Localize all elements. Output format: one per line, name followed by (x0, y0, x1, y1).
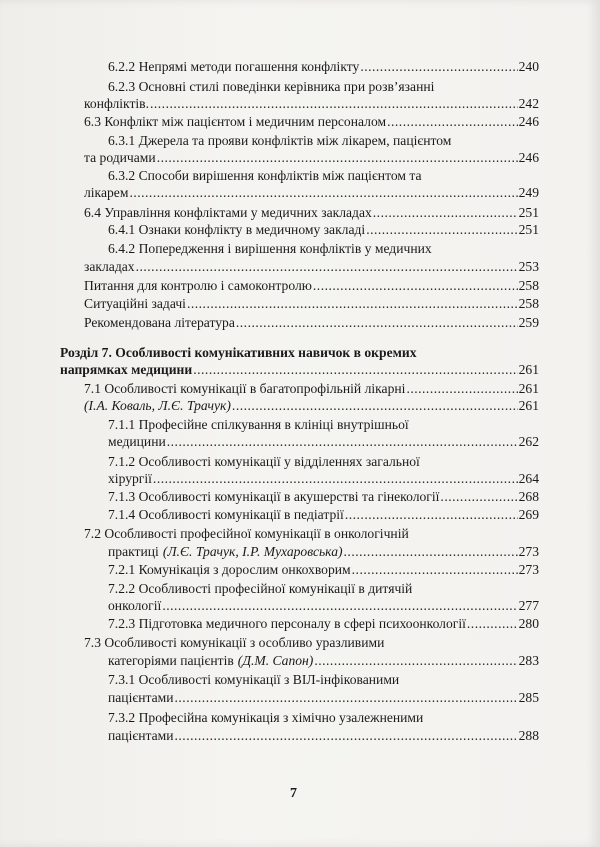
toc-entry-6-3-2[interactable] (84, 185, 539, 201)
toc-entry-title: 7.1.4 Особливості комунікації в педіатрії (108, 507, 344, 522)
toc-entry-7-1[interactable] (84, 381, 539, 397)
toc-entry-6-4-1[interactable] (108, 222, 539, 238)
toc-entry-title: 7.2.1 Комунікація з дорослим онкохворим (108, 562, 351, 577)
toc-entry-6-2-3-line1[interactable]: 6.2.3 Основні стилі поведінки керівника при розв’язанні (108, 79, 435, 94)
toc-entry-title: Рекомендована література (84, 315, 235, 330)
toc-chapter-7[interactable] (60, 362, 539, 378)
toc-entry-title: пацієнтами (108, 690, 174, 705)
toc-entry-page: 251 (518, 222, 539, 237)
dot-leader (167, 434, 518, 450)
toc-entry-title: 7.1.3 Особливості комунікації в акушерстві та гінекології (108, 489, 440, 504)
page-number: 7 (290, 786, 297, 801)
toc-entry-7-1-3[interactable] (108, 489, 539, 505)
toc-entry-7-2[interactable] (108, 544, 539, 560)
toc-entry-7-3[interactable] (108, 653, 539, 669)
toc-entry-page: 240 (518, 59, 539, 74)
toc-entry-recommended-literature[interactable] (84, 315, 539, 331)
dot-leader (236, 315, 518, 331)
toc-entry-page: 258 (518, 296, 539, 311)
dot-leader (314, 653, 517, 669)
toc-entry-page: 283 (518, 653, 539, 668)
toc-entry-page: 242 (518, 96, 539, 111)
toc-entry-authors: (І.А. Коваль, Л.Є. Трачук) (84, 398, 231, 413)
toc-entry-6-3[interactable] (84, 114, 539, 130)
dot-leader (175, 690, 518, 706)
toc-entry-7-3-1-line1[interactable]: 7.3.1 Особливості комунікації з ВІЛ-інфікованими (108, 672, 400, 687)
toc-entry-authors: (Л.Є. Трачук, І.Р. Мухаровська) (162, 544, 343, 559)
dot-leader (387, 114, 518, 130)
toc-entry-7-1-2-line1[interactable]: 7.1.2 Особливості комунікації у відділеннях загальної (108, 454, 420, 469)
toc-entry-7-2-1[interactable] (108, 562, 539, 578)
toc-chapter-7-line1[interactable]: Розділ 7. Особливості комунікативних навичок в окремих (60, 345, 417, 360)
toc-entry-page: 261 (518, 398, 539, 413)
dot-leader (175, 728, 518, 744)
toc-entry-7-2-2[interactable] (108, 598, 539, 614)
toc-entry-7-3-line1[interactable]: 7.3 Особливості комунікації з особливо уразливими (84, 635, 385, 650)
toc-entry-7-3-2[interactable] (108, 728, 539, 744)
toc-entry-title: 6.4.1 Ознаки конфлікту в медичному закладі (108, 222, 366, 237)
toc-entry-7-1-2[interactable] (108, 471, 539, 487)
toc-entry-situational-tasks[interactable] (84, 296, 539, 312)
dot-leader (360, 59, 517, 75)
toc-entry-page: 277 (518, 598, 539, 613)
toc-entry-page: 262 (518, 434, 539, 449)
toc-entry-page: 261 (518, 381, 539, 396)
toc-entry-title: 7.1 Особливості комунікації в багатопрофільній лікарні (84, 381, 406, 396)
toc-entry-control-questions[interactable] (84, 278, 539, 294)
toc-entry-title: закладах (84, 259, 135, 274)
toc-entry-page: 246 (518, 150, 539, 165)
toc-entry-page: 273 (518, 562, 539, 577)
toc-entry-title: онкології (108, 598, 162, 613)
dot-leader (345, 507, 518, 523)
toc-entry-7-2-2-line1[interactable]: 7.2.2 Особливості професійної комунікації в дитячій (108, 581, 413, 596)
toc-entry-7-3-2-line1[interactable]: 7.3.2 Професійна комунікація з хімічно узалежненими (108, 710, 424, 725)
dot-leader (193, 362, 517, 378)
dot-leader (187, 296, 518, 312)
toc-entry-7-3-1[interactable] (108, 690, 539, 706)
toc-entry-page: 246 (518, 114, 539, 129)
toc-entry-7-1-4[interactable] (108, 507, 539, 523)
toc-entry-title: 6.4 Управління конфліктами у медичних закладах (84, 205, 372, 220)
toc-entry-title: практиці (108, 544, 159, 559)
toc-entry-title: пацієнтами (108, 728, 174, 743)
dot-leader (150, 96, 518, 112)
toc-entry-title: Ситуаційні задачі (84, 296, 186, 311)
toc-entry-title: хірургії (108, 471, 152, 486)
dot-leader (467, 616, 518, 632)
toc-entry-title: 6.2.2 Непрямі методи погашення конфлікту (108, 59, 360, 74)
toc-entry-page: 288 (518, 728, 539, 743)
toc-entry-6-3-2-line1[interactable]: 6.3.2 Способи вирішення конфліктів між пацієнтом та (108, 168, 422, 183)
toc-entry-6-3-1[interactable] (84, 150, 539, 166)
dot-leader (352, 562, 518, 578)
dot-leader (406, 381, 517, 397)
toc-entry-page: 269 (518, 507, 539, 522)
toc-entry-7-2-3[interactable] (108, 616, 539, 632)
toc-entry-page: 251 (518, 205, 539, 220)
toc-entry-6-2-3[interactable] (84, 96, 539, 112)
toc-entry-page: 273 (518, 544, 539, 559)
toc-entry-6-3-1-line1[interactable]: 6.3.1 Джерела та прояви конфліктів між лікарем, пацієнтом (108, 133, 452, 148)
toc-entry-page: 264 (518, 471, 539, 486)
toc-entry-title: медицини (108, 434, 166, 449)
toc-entry-page: 249 (518, 185, 539, 200)
toc-entry-page: 280 (518, 616, 539, 631)
toc-entry-6-4[interactable] (84, 205, 539, 221)
toc-entry-title: конфліктів. (84, 96, 149, 111)
toc-entry-7-2-line1[interactable]: 7.2 Особливості професійної комунікації в онкологічній (84, 526, 409, 541)
dot-leader (366, 222, 517, 238)
dot-leader (344, 544, 518, 560)
toc-entry-6-2-2[interactable] (108, 59, 539, 75)
dot-leader (232, 398, 518, 414)
dot-leader (136, 259, 518, 275)
toc-entry-6-4-2[interactable] (84, 259, 539, 275)
toc-entry-title: 7.2.3 Підготовка медичного персоналу в сфері психоонкології (108, 616, 466, 631)
toc-entry-title: лікарем (84, 185, 129, 200)
toc-entry-title: напрямках медицини (60, 362, 193, 377)
toc-entry-7-1-1-line1[interactable]: 7.1.1 Професійне спілкування в клініці внутрішньої (108, 417, 409, 432)
dot-leader (440, 489, 517, 505)
toc-entry-page: 258 (518, 278, 539, 293)
toc-entry-title: та родичами (84, 150, 156, 165)
dot-leader (313, 278, 518, 294)
toc-entry-title: категоріями пацієнтів (108, 653, 234, 668)
toc-entry-title: 6.3 Конфлікт між пацієнтом і медичним персоналом (84, 114, 387, 129)
toc-entry-page: 259 (518, 315, 539, 330)
toc-entry-7-1-authors[interactable] (84, 398, 539, 414)
dot-leader (129, 185, 517, 201)
toc-entry-6-4-2-line1[interactable]: 6.4.2 Попередження і вирішення конфліктів у медичних (108, 241, 432, 256)
toc-entry-page: 261 (518, 362, 539, 377)
dot-leader (153, 471, 518, 487)
dot-leader (157, 150, 518, 166)
toc-entry-page: 268 (518, 489, 539, 504)
toc-entry-authors: (Д.М. Сапон) (237, 653, 314, 668)
toc-entry-page: 253 (518, 259, 539, 274)
dot-leader (373, 205, 518, 221)
toc-entry-7-1-1[interactable] (108, 434, 539, 450)
toc-entry-title: Питання для контролю і самоконтролю (84, 278, 312, 293)
dot-leader (162, 598, 517, 614)
toc-entry-page: 285 (518, 690, 539, 705)
